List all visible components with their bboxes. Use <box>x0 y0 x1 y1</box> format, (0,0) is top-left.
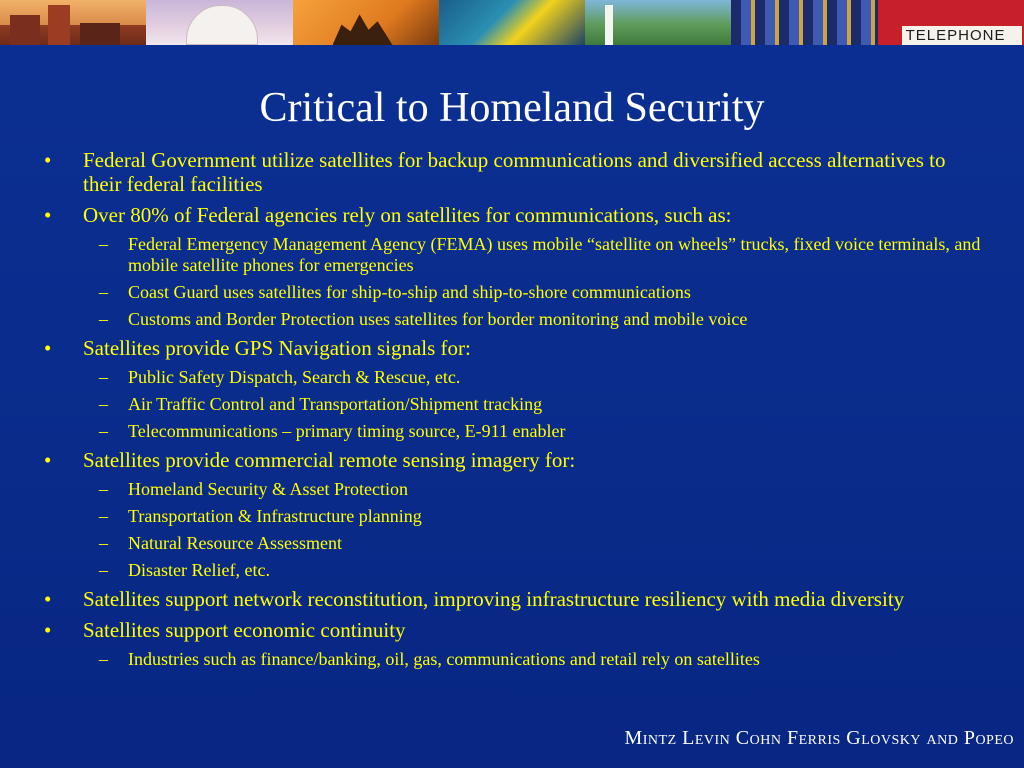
bullet-item: • Satellites provide commercial remote sensing imagery for: <box>44 448 984 472</box>
telephone-booth-photo <box>878 0 1024 45</box>
satellite-dish-photo <box>439 0 585 45</box>
bullet-item: • Satellites provide GPS Navigation signals for: <box>44 336 984 360</box>
sub-bullet-item: – Transportation & Infrastructure planning <box>44 506 984 527</box>
bullet-item: • Over 80% of Federal agencies rely on satellites for communications, such as: <box>44 203 984 227</box>
sub-bullet-item: – Coast Guard uses satellites for ship-to-ship and ship-to-shore communications <box>44 282 984 303</box>
sub-bullet-item: – Public Safety Dispatch, Search & Rescue, etc. <box>44 367 984 388</box>
city-skyline-photo <box>0 0 146 45</box>
flag-photo <box>731 0 877 45</box>
bullet-list <box>44 148 984 676</box>
sub-bullet-item: – Air Traffic Control and Transportation/Shipment tracking <box>44 394 984 415</box>
capitol-dome-photo <box>146 0 292 45</box>
slide-title: Critical to Homeland Security <box>259 85 765 131</box>
telephone-sign: TELEPHONE <box>902 26 1022 45</box>
bullet-item: • Satellites support economic continuity <box>44 618 984 642</box>
firm-name-logo: Mintz Levin Cohn Ferris Glovsky and Popeo <box>624 727 1014 749</box>
sub-bullet-item: – Customs and Border Protection uses satellites for border monitoring and mobile voice <box>44 309 984 330</box>
sub-bullet-item: – Homeland Security & Asset Protection <box>44 479 984 500</box>
bullet-item: • Satellites support network reconstitution, improving infrastructure resiliency with media diversity <box>44 587 984 611</box>
sub-bullet-item: – Industries such as finance/banking, oil, gas, communications and retail rely on satellites <box>44 649 984 670</box>
photo-banner <box>0 0 1024 45</box>
sub-bullet-item: – Natural Resource Assessment <box>44 533 984 554</box>
sub-bullet-item: – Disaster Relief, etc. <box>44 560 984 581</box>
washington-monument-photo <box>585 0 731 45</box>
iwo-jima-memorial-photo <box>293 0 439 45</box>
sub-bullet-item: – Telecommunications – primary timing source, E-911 enabler <box>44 421 984 442</box>
bullet-item: • Federal Government utilize satellites for backup communications and diversified access alternatives to their federal facilities <box>44 148 984 196</box>
sub-bullet-item: – Federal Emergency Management Agency (FEMA) uses mobile “satellite on wheels” trucks, fixed voice terminals, and mobile satellite phones for emergencies <box>44 234 984 276</box>
